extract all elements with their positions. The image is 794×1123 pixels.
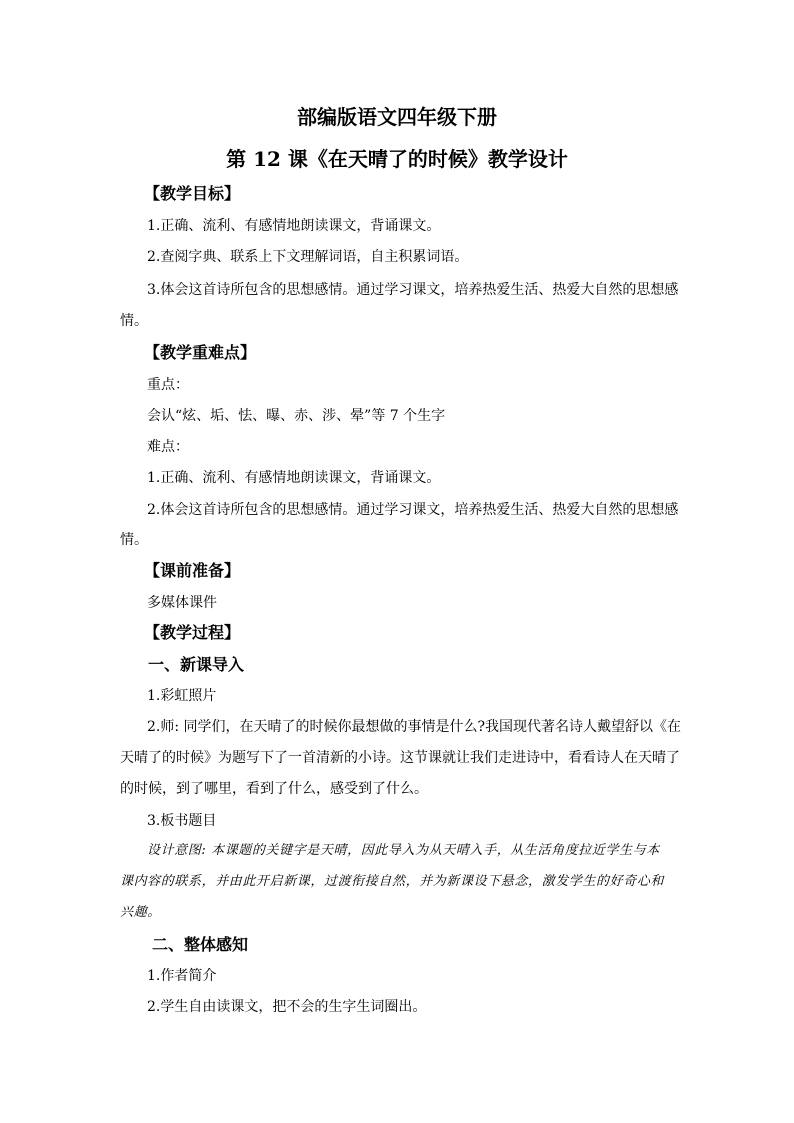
overview-heading: 二、整体感知 — [152, 935, 249, 954]
design-note-continued: 兴趣。 — [120, 905, 161, 920]
goal-item: 2.查阅字典、联系上下文理解词语，自主积累词语。 — [147, 249, 469, 265]
design-note: 设计意图: 本课题的关键字是天晴，因此导入为从天晴入手，从生活角度拉近学生与本 — [147, 843, 660, 858]
difficulty-item: 2.体会这首诗所包含的思想感情。通过学习课文，培养热爱生活、热爱大自然的思想感 — [147, 502, 679, 518]
overview-item: 2.学生自由读课文，把不会的生字生词圈出。 — [147, 999, 427, 1015]
goal-item: 1.正确、流利、有感情地朗读课文，背诵课文。 — [147, 218, 441, 234]
difficulty-item: 1.正确、流利、有感情地朗读课文，背诵课文。 — [147, 470, 441, 486]
intro-item: 3.板书题目 — [147, 813, 217, 829]
goal-item: 3.体会这首诗所包含的思想感情。通过学习课文，培养热爱生活、热爱大自然的思想感 — [147, 282, 679, 298]
design-note-continued: 课内容的联系，并由此开启新课，过渡衔接自然，并为新课设下悬念，激发学生的好奇心和 — [120, 874, 665, 889]
intro-item-continued: 的时候，到了哪里，看到了什么，感受到了什么。 — [120, 781, 428, 797]
goal-item-continued: 情。 — [120, 313, 148, 329]
intro-heading: 一、新课导入 — [148, 655, 245, 674]
process-heading: 【教学过程】 — [144, 623, 241, 642]
document-subtitle: 第 12 课《在天晴了的时候》教学设计 — [226, 147, 568, 171]
goals-heading: 【教学目标】 — [144, 184, 241, 203]
key-label: 重点： — [147, 377, 189, 393]
preparation-text: 多媒体课件 — [147, 595, 217, 611]
key-points-heading: 【教学重难点】 — [144, 343, 257, 362]
intro-item: 2.师: 同学们，在天晴了的时候你最想做的事情是什么?我国现代著名诗人戴望舒以《在 — [147, 719, 682, 735]
preparation-heading: 【课前准备】 — [144, 561, 241, 580]
overview-item: 1.作者简介 — [147, 968, 217, 984]
intro-item: 1.彩虹照片 — [147, 688, 217, 704]
difficulty-label: 难点： — [147, 439, 189, 455]
intro-item-continued: 天晴了的时候》为题写下了一首清新的小诗。这节课就让我们走进诗中，看看诗人在天晴了 — [120, 750, 680, 766]
document-title: 部编版语文四年级下册 — [297, 105, 497, 129]
key-text: 会认“炫、垢、怯、曝、赤、涉、晕”等 7 个生字 — [147, 408, 446, 424]
difficulty-item-continued: 情。 — [120, 532, 148, 548]
